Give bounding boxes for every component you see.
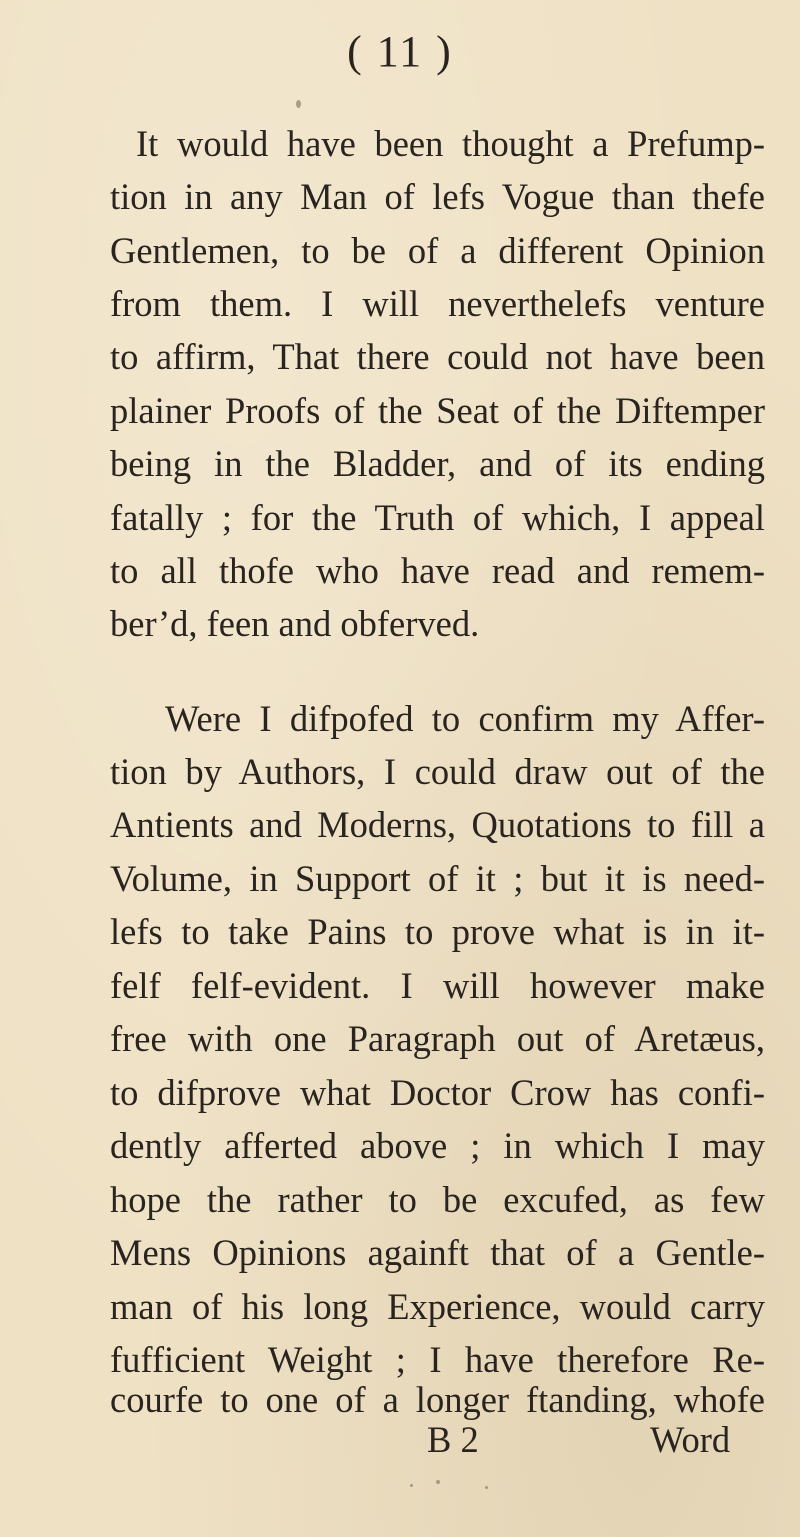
ink-speck: [436, 1480, 440, 1484]
text-line: to all thofe who have read and remem-: [110, 550, 765, 591]
text-line: Were I difpofed to confirm my Affer-: [165, 698, 765, 739]
text-line: free with one Paragraph out of Aretæus,: [110, 1018, 765, 1059]
ink-speck: [296, 100, 301, 108]
text-line: to affirm, That there could not have been: [110, 336, 765, 377]
text-line: ber’d, feen and obferved.: [110, 603, 480, 644]
ink-speck: [485, 1486, 488, 1489]
text-line: being in the Bladder, and of its ending: [110, 443, 765, 484]
text-line: plainer Proofs of the Seat of the Diftemper: [110, 390, 765, 431]
text-line: from them. I will neverthelefs venture: [110, 283, 765, 324]
catchword: Word: [650, 1419, 731, 1460]
ink-speck: [410, 1484, 413, 1487]
text-line: tion by Authors, I could draw out of the: [110, 751, 765, 792]
text-line: man of his long Experience, would carry: [110, 1286, 765, 1327]
text-line: Gentlemen, to be of a different Opinion: [110, 230, 765, 271]
text-line: fufficient Weight ; I have therefore Re-: [110, 1339, 765, 1380]
text-line: courfe to one of a longer ftanding, whofe: [110, 1379, 765, 1420]
page-number-header: ( 11 ): [347, 27, 453, 76]
text-line: Volume, in Support of it ; but it is need-: [110, 858, 765, 899]
text-line: dently afferted above ; in which I may: [110, 1125, 765, 1166]
signature-mark: B 2: [427, 1419, 479, 1460]
text-line: Antients and Moderns, Quotations to fill a: [110, 804, 765, 845]
text-line: fatally ; for the Truth of which, I appeal: [110, 497, 765, 538]
text-line: to difprove what Doctor Crow has confi-: [110, 1072, 765, 1113]
text-line: felf felf-evident. I will however make: [110, 965, 765, 1006]
text-line: tion in any Man of lefs Vogue than thefe: [110, 176, 765, 217]
text-line: hope the rather to be excufed, as few: [110, 1179, 765, 1220]
text-line: Mens Opinions againft that of a Gentle-: [110, 1232, 765, 1273]
text-line: lefs to take Pains to prove what is in it-: [110, 911, 765, 952]
text-line: It would have been thought a Prefump-: [136, 123, 765, 164]
